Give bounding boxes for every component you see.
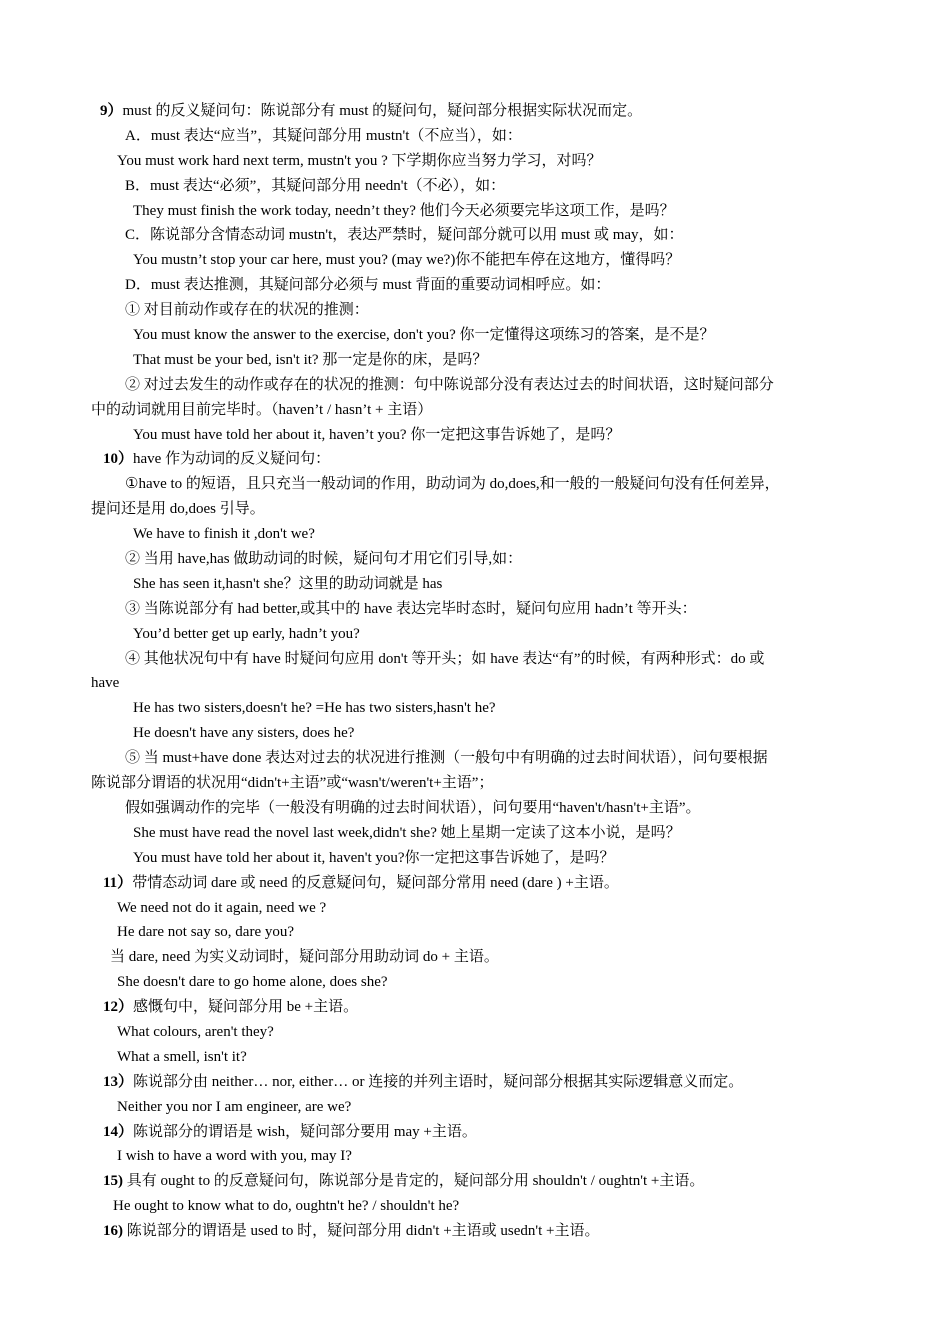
heading-text: 陈说部分的谓语是 wish，疑问部分要用 may +主语。 (133, 1123, 477, 1140)
heading-12 (0, 995, 950, 1020)
example-sentence: What a smell, isn't it? (117, 1048, 247, 1065)
heading-text: 陈说部分由 neither… nor, either… or 连接的并列主语时，疑问部分根据其实际逻辑意义而定。 (133, 1073, 744, 1090)
text-line: 当 dare, need 为实义动词时，疑问部分用助动词 do + 主语。 (110, 949, 499, 966)
text-line: 提问还是用 do,does 引导。 (91, 501, 265, 518)
text-line: ① 对目前动作或存在的状况的推测： (125, 302, 369, 319)
text-line: C．陈说部分含情态动词 mustn't，表达严禁时，疑问部分就可以用 must 或 may，如： (125, 227, 684, 244)
item-number: 11） (103, 874, 133, 891)
example-sentence: We need not do it again, need we ? (117, 899, 327, 916)
example-sentence: She has seen it,hasn't she？这里的助动词就是 has (133, 575, 443, 592)
heading-text: 陈说部分的谓语是 used to 时，疑问部分用 didn't +主语或 usedn't +主语。 (123, 1223, 600, 1240)
text-line: B．must 表达“必须”，其疑问部分用 needn't（不必），如： (125, 177, 506, 194)
text-line: ③ 当陈说部分有 had better,或其中的 have 表达完毕时态时，疑问句应用 hadn’t 等开头： (125, 600, 697, 617)
example-sentence: Neither you nor I am engineer, are we? (117, 1098, 352, 1115)
item-number: 13） (103, 1073, 134, 1090)
example-sentence: You mustn’t stop your car here, must you? (may we?)你不能把车停在这地方，懂得吗？ (133, 252, 681, 269)
item-number: 15) (103, 1173, 123, 1190)
text-line: ⑤ 当 must+have done 表达对过去的状况进行推测（一般句中有明确的过去时间状语），问句要根据 (125, 750, 768, 767)
example-sentence: He doesn't have any sisters, does he? (133, 725, 355, 742)
example-sentence: They must finish the work today, needn’t they? 他们今天必须要完毕这项工作，是吗？ (133, 202, 675, 219)
example-sentence: That must be your bed, isn't it? 那一定是你的床，是吗？ (133, 351, 488, 368)
text-line: have (91, 675, 120, 692)
example-sentence: He dare not say so, dare you? (117, 924, 295, 941)
text-line: ①have to 的短语，且只充当一般动词的作用，助动词为 do,does,和一般的一般疑问句没有任何差异， (125, 476, 780, 493)
example-sentence: He has two sisters,doesn't he? =He has two sisters,hasn't he? (133, 700, 496, 717)
heading-13 (0, 1070, 950, 1095)
example-sentence: We have to finish it ,don't we? (133, 526, 315, 543)
example-sentence: You must have told her about it, haven't you?你一定把这事告诉她了，是吗？ (133, 849, 615, 866)
example-sentence: I wish to have a word with you, may I? (117, 1148, 352, 1165)
item-number: 10） (103, 451, 134, 468)
item-number: 9） (100, 103, 123, 119)
heading-11 (0, 871, 950, 896)
text-line: D．must 表达推测，其疑问部分必须与 must 背面的重要动词相呼应。如： (125, 277, 611, 294)
heading-text: 感慨句中，疑问部分用 be +主语。 (133, 999, 359, 1016)
text-line: A．must 表达“应当”，其疑问部分用 mustn't（不应当），如： (125, 127, 522, 144)
heading-9 (0, 99, 950, 124)
item-number: 16) (103, 1223, 123, 1240)
item-number: 12） (103, 999, 134, 1016)
heading-text: 带情态动词 dare 或 need 的反意疑问句，疑问部分常用 need (dare ) +主语。 (132, 874, 619, 891)
example-sentence: You’d better get up early, hadn’t you? (133, 625, 360, 642)
text-line: 假如强调动作的完毕（一般没有明确的过去时间状语），问句要用“haven't/hasn't+主语”。 (125, 799, 701, 816)
heading-16 (0, 1219, 950, 1244)
heading-15 (0, 1169, 950, 1194)
text-line: 陈说部分谓语的状况用“didn't+主语”或“wasn't/weren't+主语”； (91, 775, 494, 792)
text-line: ④ 其他状况句中有 have 时疑问句应用 don't 等开头；如 have 表达“有”的时候，有两种形式：do 或 (125, 650, 765, 667)
text-line: 中的动词就用目前完毕时。（haven’t / hasn’t + 主语） (91, 401, 433, 418)
example-sentence: He ought to know what to do, oughtn't he? / shouldn't he? (113, 1198, 460, 1215)
example-sentence: You must work hard next term, mustn't you ? 下学期你应当努力学习，对吗？ (117, 152, 602, 169)
item-number: 14） (103, 1123, 134, 1140)
example-sentence: What colours, aren't they? (117, 1023, 274, 1040)
heading-10 (0, 447, 950, 472)
heading-14 (0, 1120, 950, 1145)
document-body (0, 99, 950, 1244)
example-sentence: She must have read the novel last week,didn't she? 她上星期一定读了这本小说，是吗？ (133, 824, 681, 841)
heading-text: have 作为动词的反义疑问句： (133, 451, 331, 468)
example-sentence: You must know the answer to the exercise, don't you? 你一定懂得这项练习的答案，是不是？ (133, 327, 715, 344)
example-sentence: She doesn't dare to go home alone, does she? (117, 974, 388, 991)
text-line: ② 对过去发生的动作或存在的状况的推测：句中陈说部分没有表达过去的时间状语，这时疑问部分 (125, 376, 774, 393)
example-sentence: You must have told her about it, haven’t you? 你一定把这事告诉她了，是吗？ (133, 426, 621, 443)
text-line: ② 当用 have,has 做助动词的时候，疑问句才用它们引导,如： (125, 551, 523, 568)
heading-text: must 的反义疑问句：陈说部分有 must 的疑问句，疑问部分根据实际状况而定。 (122, 103, 643, 119)
heading-text: 具有 ought to 的反意疑问句，陈说部分是肯定的，疑问部分用 shouldn't / oughtn't +主语。 (123, 1173, 705, 1190)
